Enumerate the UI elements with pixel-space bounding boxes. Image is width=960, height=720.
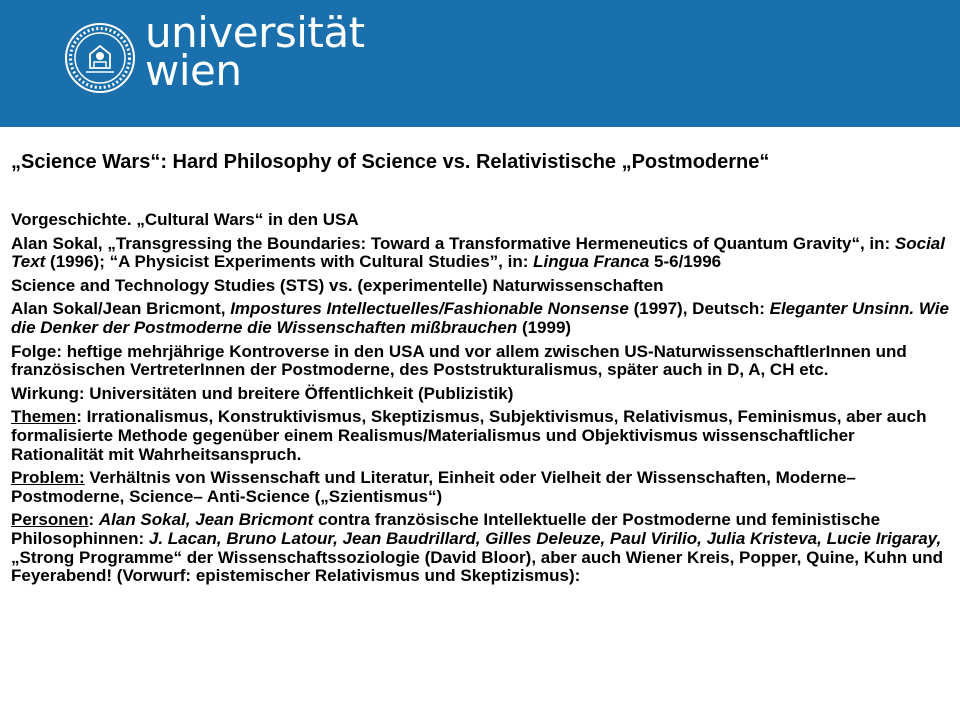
paragraph-vorgeschichte	[11, 211, 951, 230]
paragraph-book	[11, 300, 951, 337]
text-span: : Irrationalismus, Konstruktivismus, Skeptizismus, Subjektivismus, Relativismus, Feminismus, aber auch formalisierte Methode gegenüber einem Realismus/Materialismus und Objektivismus wissenschaftlicher Rationalität mit Wahrheitsanspruch.	[11, 407, 927, 464]
logo-line-2: wien	[145, 46, 242, 95]
text-span: 5-6/1996	[649, 252, 722, 272]
text-span: Wirkung: Universitäten und breitere Öffentlichkeit (Publizistik)	[11, 383, 514, 403]
text-span: Verhältnis von Wissenschaft und Literatur, Einheit oder Vielheit der Wissenschaften, Moderne–Postmoderne, Science– Anti-Science („Szientismus“)	[11, 468, 856, 506]
university-logo-wordmark[interactable]	[145, 8, 365, 95]
text-span: (1997), Deutsch:	[628, 299, 770, 319]
person-names: Alan Sokal, Jean Bricmont	[98, 510, 314, 530]
text-span: Folge: heftige mehrjährige Kontroverse in den USA und vor allem zwischen US-NaturwissenschaftlerInnen und französischen VertreterInnen der Postmoderne, des Poststrukturalismus, später auch in D, A, CH etc.	[11, 341, 907, 380]
paragraph-problem	[11, 469, 951, 506]
paragraph-sts	[11, 277, 951, 296]
text-span: :	[88, 510, 99, 530]
text-span: Alan Sokal/Jean Bricmont,	[11, 299, 231, 319]
paragraph-sokal-hoax	[11, 235, 951, 272]
book-title: Impostures Intellectuelles/Fashionable Nonsense	[230, 299, 629, 319]
text-span: contra französische Intellektuelle der Postmoderne und feministische Philosophinnen:	[11, 510, 881, 548]
text-span: (1999)	[517, 317, 572, 337]
university-seal-icon	[64, 22, 136, 94]
paragraph-themen	[11, 408, 951, 464]
header-banner	[0, 0, 960, 127]
section-label-themen: Themen	[11, 407, 77, 427]
text-span: Vorgeschichte. „Cultural Wars“ in den USA	[11, 210, 359, 229]
journal-title: Social Text	[11, 233, 945, 272]
slide-content	[11, 211, 951, 591]
journal-title: Lingua Franca	[533, 252, 650, 272]
paragraph-folge	[11, 343, 951, 380]
paragraph-personen	[11, 511, 951, 585]
section-label-personen: Personen	[11, 510, 89, 530]
text-span: (1996); “A Physicist Experiments with Cultural Studies”, in:	[45, 252, 534, 272]
paragraph-wirkung	[11, 385, 951, 404]
book-title: Eleganter Unsinn. Wie die Denker der Postmoderne die Wissenschaften mißbrauchen	[11, 299, 949, 337]
logo-line-1: universität	[145, 8, 365, 57]
slide-title: „Science Wars“: Hard Philosophy of Science vs. Relativistische „Postmoderne“	[11, 151, 770, 173]
person-names: J. Lacan, Bruno Latour, Jean Baudrillard, Gilles Deleuze, Paul Virilio, Julia Kristeva, Lucie Irigaray,	[148, 528, 942, 548]
text-span: Science and Technology Studies (STS) vs. (experimentelle) Naturwissenschaften	[11, 275, 664, 295]
text-span: Alan Sokal, „Transgressing the Boundaries: Toward a Transformative Hermeneutics of Quantum Gravity“, in:	[11, 233, 895, 253]
text-span: „Strong Programme“ der Wissenschaftssoziologie (David Bloor), aber auch Wiener Kreis, Popper, Quine, Kuhn und Feyerabend! (Vorwurf: epistemischer Relativismus und Skeptizismus):	[11, 547, 944, 586]
section-label-problem: Problem:	[11, 468, 85, 488]
